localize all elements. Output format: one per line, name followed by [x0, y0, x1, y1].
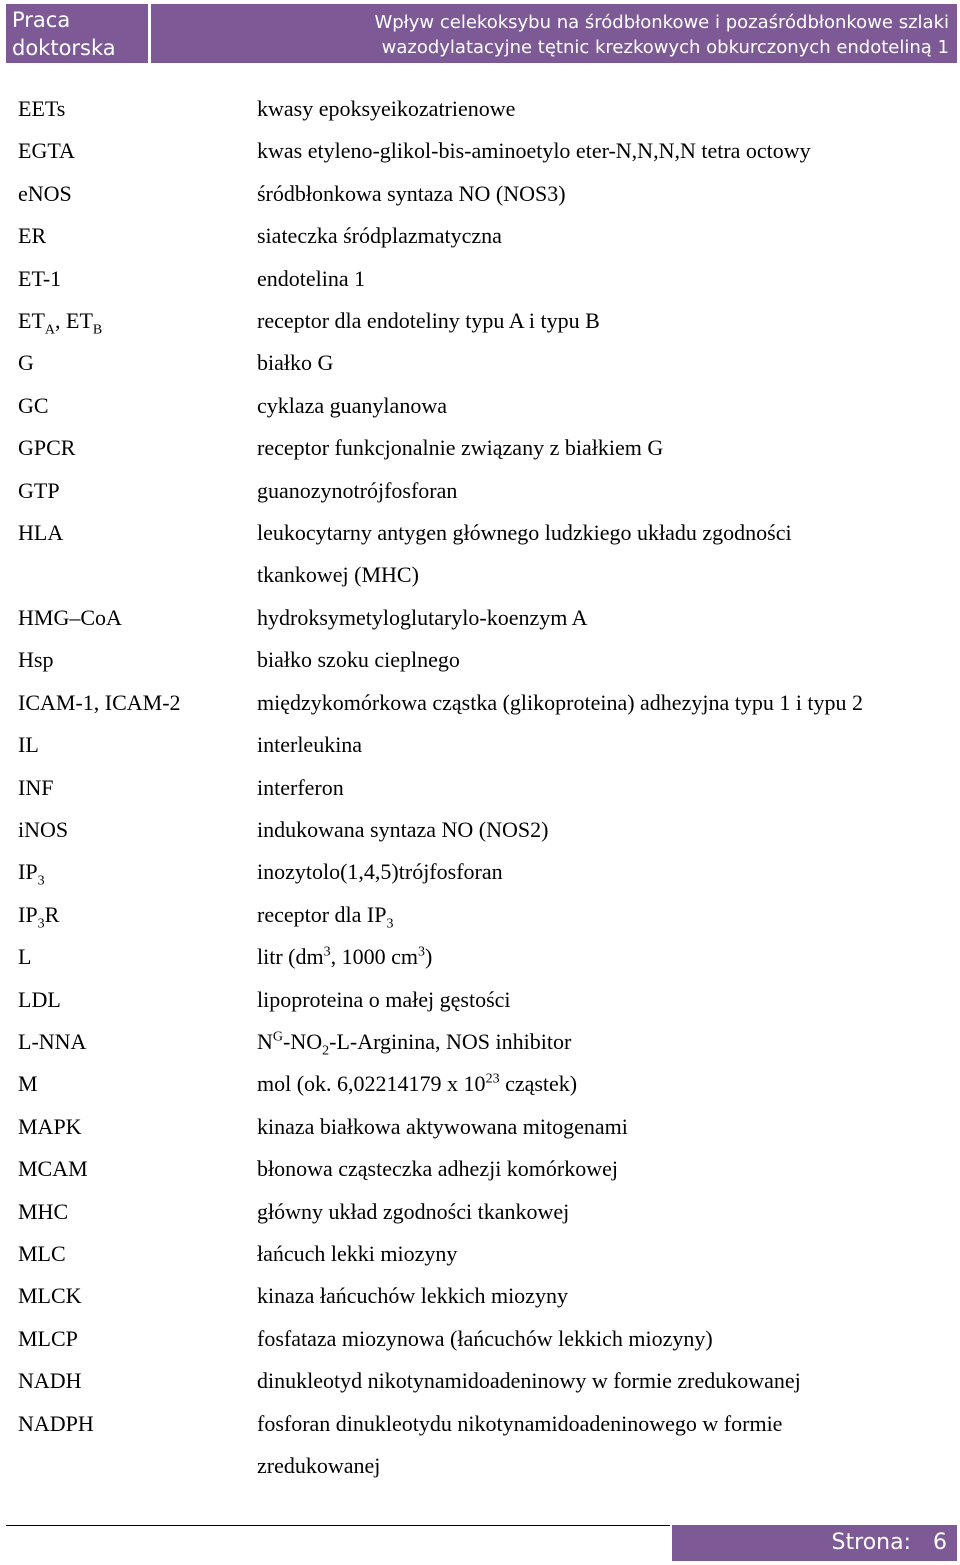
definition: lipoproteina o małej gęstości — [257, 986, 511, 1012]
abbreviation: EETs — [18, 96, 66, 121]
abbreviation-row — [18, 1360, 948, 1402]
abbreviation — [18, 554, 257, 596]
definition: białko G — [257, 350, 334, 376]
abbreviation: L-NNA — [18, 1028, 87, 1054]
definition: interferon — [257, 774, 344, 800]
definition: główny układ zgodności tkankowej — [257, 1198, 570, 1224]
abbreviation: ICAM-1, ICAM-2 — [18, 689, 181, 715]
definition-part: N — [257, 1028, 273, 1054]
abbreviation-row — [18, 1403, 948, 1445]
abbreviation: MLC — [18, 1240, 66, 1266]
abbreviation-row-continuation — [18, 1445, 948, 1487]
abbreviation: MAPK — [18, 1113, 82, 1139]
definition — [257, 1021, 948, 1063]
header-title-line1: Wpływ celekoksybu na śródbłonkowe i pozaśródbłonkowe szlaki — [374, 12, 949, 33]
definition — [257, 894, 948, 936]
abbreviation: EGTA — [18, 138, 75, 164]
definition-part: ) — [425, 944, 433, 970]
definition-part: mol (ok. 6,02214179 x 10 — [257, 1071, 486, 1097]
header-doc-type-line1: Praca — [12, 8, 71, 32]
abbreviation — [18, 1445, 257, 1487]
abbreviation-row — [18, 1021, 948, 1063]
definition: cyklaza guanylanowa — [257, 392, 447, 418]
abbreviation-row — [18, 130, 948, 172]
page-number: 6 — [933, 1530, 947, 1555]
definition-subscript: 2 — [322, 1043, 330, 1059]
header-title-line2: wazodylatacyjne tętnic krezkowych obkurczonych endoteliną 1 — [381, 37, 949, 58]
abbreviation — [18, 851, 257, 893]
abbreviation: Hsp — [18, 647, 54, 673]
abbreviation-row — [18, 1233, 948, 1275]
abbreviation-part: IP — [18, 901, 38, 927]
abbreviation-row — [18, 300, 948, 342]
definition-part: -NO — [283, 1028, 323, 1054]
definition: śródbłonkowa syntaza NO (NOS3) — [257, 180, 566, 206]
definition: kwasy epoksyeikozatrienowe — [257, 96, 516, 121]
abbreviation: eNOS — [18, 180, 72, 206]
definition-superscript: G — [272, 1029, 284, 1045]
abbreviation: MCAM — [18, 1156, 88, 1182]
definition: endotelina 1 — [257, 265, 366, 291]
abbreviation-row — [18, 1063, 948, 1105]
header-doc-type-line2: doktorska — [12, 36, 116, 60]
definition: siateczka śródplazmatyczna — [257, 223, 502, 249]
definition-part: -L-Arginina, NOS inhibitor — [329, 1028, 572, 1054]
definition — [257, 936, 948, 978]
abbreviation-subscript: B — [92, 322, 103, 338]
abbreviation-row — [18, 682, 948, 724]
definition: międzykomórkowa cząstka (glikoproteina) adhezyjna typu 1 i typu 2 — [257, 689, 864, 715]
definition-part: , 1000 cm — [330, 944, 418, 970]
abbreviation-row-continuation — [18, 554, 948, 596]
abbreviation: HLA — [18, 520, 64, 546]
definition: fosforan dinukleotydu nikotynamidoadeninowego w formie — [257, 1410, 783, 1436]
definition-superscript: 23 — [485, 1072, 500, 1088]
definition: zredukowanej — [257, 1453, 381, 1478]
abbreviation-row — [18, 1106, 948, 1148]
abbreviation-row — [18, 597, 948, 639]
abbreviation — [18, 300, 257, 342]
page-header — [6, 4, 957, 63]
abbreviation: GPCR — [18, 435, 76, 461]
abbreviation: INF — [18, 774, 54, 800]
abbreviation-row — [18, 724, 948, 766]
definition: kinaza łańcuchów lekkich miozyny — [257, 1283, 568, 1309]
abbreviation-subscript: 3 — [37, 916, 45, 932]
abbreviation: iNOS — [18, 816, 69, 842]
abbreviation-row — [18, 1275, 948, 1317]
definition: błonowa cząsteczka adhezji komórkowej — [257, 1156, 619, 1182]
definition-superscript: 3 — [323, 944, 331, 960]
abbreviation-part: ET — [18, 308, 45, 334]
definition: łańcuch lekki miozyny — [257, 1240, 458, 1266]
definition-part: cząstek) — [499, 1071, 578, 1097]
abbreviation: GTP — [18, 477, 60, 503]
abbreviation-row — [18, 851, 948, 893]
definition-subscript: 3 — [386, 916, 394, 932]
abbreviation-part: , ET — [55, 308, 93, 334]
abbreviation-row — [18, 470, 948, 512]
header-title — [151, 4, 957, 63]
definition: kwas etyleno-glikol-bis-aminoetylo eter-N,N,N,N tetra octowy — [257, 138, 811, 164]
abbreviation — [18, 894, 257, 936]
abbreviation-row — [18, 809, 948, 851]
abbreviation: ET-1 — [18, 265, 62, 291]
abbreviation: HMG–CoA — [18, 604, 122, 630]
abbreviation-row — [18, 767, 948, 809]
abbreviation: NADH — [18, 1368, 82, 1394]
abbreviation-row — [18, 173, 948, 215]
abbreviation: MLCK — [18, 1283, 82, 1309]
header-doc-type — [6, 4, 148, 63]
abbreviation: MLCP — [18, 1325, 78, 1351]
abbreviation-row — [18, 894, 948, 936]
abbreviation-row — [18, 215, 948, 257]
abbreviation: LDL — [18, 986, 61, 1012]
abbreviation-row — [18, 1318, 948, 1360]
abbreviation-subscript: 3 — [37, 873, 45, 889]
definition: inozytolo(1,4,5)trójfosforan — [257, 859, 503, 885]
definition: indukowana syntaza NO (NOS2) — [257, 816, 549, 842]
definition: guanozynotrójfosforan — [257, 477, 458, 503]
definition: receptor dla endoteliny typu A i typu B — [257, 308, 600, 334]
abbreviation-row — [18, 1148, 948, 1190]
abbreviation-row — [18, 385, 948, 427]
abbreviation-row — [18, 1191, 948, 1233]
abbreviation-row — [18, 342, 948, 384]
definition-superscript: 3 — [418, 944, 425, 960]
abbreviation-row — [18, 258, 948, 300]
definition: leukocytarny antygen głównego ludzkiego układu zgodności — [257, 520, 792, 546]
definition: tkankowej (MHC) — [257, 562, 419, 588]
definition: fosfataza miozynowa (łańcuchów lekkich miozyny) — [257, 1325, 713, 1351]
abbreviation-part: R — [44, 901, 60, 927]
abbreviation: M — [18, 1071, 38, 1097]
definition: hydroksymetyloglutarylo-koenzym A — [257, 604, 588, 630]
definition: receptor funkcjonalnie związany z białkiem G — [257, 435, 664, 461]
page-label: Strona: — [831, 1530, 911, 1555]
abbreviation-list — [18, 88, 948, 1487]
abbreviation: IL — [18, 732, 39, 758]
abbreviation-row — [18, 512, 948, 554]
abbreviation: GC — [18, 392, 49, 418]
abbreviation-row — [18, 936, 948, 978]
definition: dinukleotyd nikotynamidoadeninowy w formie zredukowanej — [257, 1368, 801, 1394]
abbreviation-row — [18, 88, 948, 130]
definition: kinaza białkowa aktywowana mitogenami — [257, 1113, 628, 1139]
definition — [257, 1063, 948, 1105]
abbreviation-row — [18, 639, 948, 681]
abbreviation: ER — [18, 223, 47, 249]
abbreviation-subscript: A — [44, 322, 56, 338]
abbreviation-row — [18, 979, 948, 1021]
abbreviation: MHC — [18, 1198, 69, 1224]
abbreviation: L — [18, 944, 32, 970]
footer-divider — [6, 1525, 670, 1526]
definition: interleukina — [257, 732, 363, 758]
definition-part: receptor dla IP — [257, 901, 387, 927]
definition: białko szoku cieplnego — [257, 647, 460, 673]
definition-part: litr (dm — [257, 944, 324, 970]
abbreviation-part: IP — [18, 859, 38, 885]
abbreviation: NADPH — [18, 1410, 94, 1436]
abbreviation-row — [18, 427, 948, 469]
page-footer — [672, 1525, 957, 1561]
abbreviation: G — [18, 350, 34, 376]
